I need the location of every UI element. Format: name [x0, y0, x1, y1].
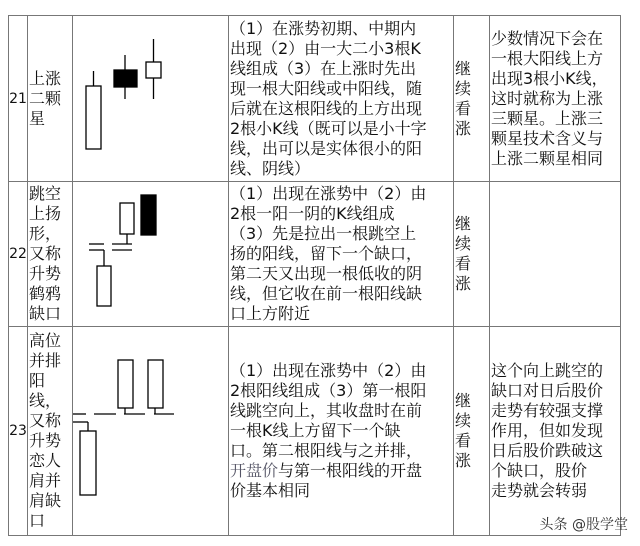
candlestick-diagram	[73, 16, 228, 181]
text-line: 阳	[29, 371, 46, 390]
candlestick-diagram	[73, 182, 228, 326]
table-row	[9, 327, 621, 536]
text-line: 继	[455, 214, 472, 233]
text-line: 又称	[29, 411, 62, 430]
text-fragment: 与第一根阳线的开盘	[278, 461, 423, 480]
text-line: 线跳空向上，其收盘时在前	[230, 401, 423, 420]
text-line: 肩缺	[29, 491, 62, 510]
text-line: 口上方附近	[230, 304, 311, 323]
table-row	[9, 16, 621, 182]
text-line: 并排	[29, 351, 62, 370]
text-line: （3）先是拉出一根跳空上	[230, 224, 417, 243]
pattern-effect	[454, 327, 490, 536]
candlestick-pattern-table	[8, 15, 621, 536]
pattern-effect	[454, 182, 490, 327]
text-line: 续	[455, 234, 472, 253]
text-line: 2根一阳一阴的K线组成	[230, 204, 395, 223]
text-line: 高位	[29, 331, 62, 350]
text-line: 涨	[455, 451, 472, 470]
table-row	[9, 182, 621, 327]
text-line: 缺口对日后股价	[491, 381, 604, 400]
candlestick-diagram	[73, 327, 228, 535]
text-line: 出现（2）由一大二小3根K	[230, 38, 421, 58]
text-line: 线，但它收在前一根阳线缺	[230, 284, 423, 303]
text-line: 出现3根小K线，	[491, 68, 608, 88]
pattern-note	[490, 327, 621, 536]
text-line: 继	[455, 58, 472, 78]
text-line: 又称	[29, 244, 62, 263]
text-line: 形，	[29, 224, 62, 243]
text-line: 看	[455, 98, 472, 118]
pattern-description	[229, 16, 454, 182]
text-line: 这时就称为上涨	[491, 88, 604, 108]
text-line: 恋人	[29, 451, 62, 470]
text-line: 扬的阳线，留下一个缺口，	[230, 244, 423, 263]
text-line: 走势有较强支撑	[491, 401, 604, 420]
text-line: 升势	[29, 264, 62, 283]
text-line: 作用，但如发现	[491, 421, 604, 440]
pattern-note	[490, 182, 621, 327]
text-line: （1）出现在涨势中（2）由	[230, 184, 427, 203]
pattern-description	[229, 182, 454, 327]
pattern-name	[28, 182, 73, 327]
text-line: 看	[455, 254, 472, 273]
text-line: 这个向上跳空的	[491, 361, 604, 380]
text-line: 上涨二颗星相同	[491, 148, 604, 168]
text-line: （1）在涨势初期、中期内	[230, 18, 417, 38]
opening-price-link[interactable]: 开盘价	[230, 461, 279, 480]
pattern-figure	[73, 182, 229, 327]
text-line: 跳空	[29, 184, 62, 203]
text-line: 现一根大阳线或中阳线，随	[230, 78, 423, 98]
text-line: 颗星技术含义与	[491, 128, 604, 148]
pattern-figure	[73, 327, 229, 536]
text-line: 星	[29, 108, 46, 128]
text-line: 线、阴线）	[230, 158, 311, 178]
row-number: 23	[9, 327, 28, 536]
text-line: 走势就会转弱	[491, 481, 588, 500]
watermark: 头条 @股学堂	[539, 517, 628, 533]
text-line: 一根大阳线上方	[491, 48, 604, 68]
text-line: 肩并	[29, 471, 62, 490]
text-line: 一根K线上方留下一个缺	[230, 421, 401, 440]
text-line: 鹤鸦	[29, 284, 62, 303]
text-line: 2根阳线组成（3）第一根阳	[230, 381, 427, 400]
text-line: 涨	[455, 274, 472, 293]
text-line: 线，出可以是实体很小的阳	[230, 138, 423, 158]
text-line: 线，	[29, 391, 62, 410]
text-line: 上扬	[29, 204, 62, 223]
text-line: 二颗	[29, 88, 62, 108]
text-line: 2根小K线（既可以是小十字	[230, 118, 427, 138]
text-line: 口	[29, 511, 46, 530]
text-line: （1）出现在涨势中（2）由	[230, 361, 427, 380]
text-line: 继	[455, 391, 472, 410]
text-line: 日后股价跌破这	[491, 441, 604, 460]
text-line: 看	[455, 431, 472, 450]
text-line: 涨	[455, 118, 472, 138]
pattern-description	[229, 327, 454, 536]
text-line: 口。第二根阳线与之并排，	[230, 441, 423, 460]
text-line: 价基本相同	[230, 481, 311, 500]
text-line: 续	[455, 78, 472, 98]
text-line: 续	[455, 411, 472, 430]
text-line	[230, 461, 452, 481]
text-line: 升势	[29, 431, 62, 450]
text-line: 少数情况下会在	[491, 28, 604, 48]
pattern-name	[28, 16, 73, 182]
pattern-note	[490, 16, 621, 182]
text-line: 第二天又出现一根低收的阴	[230, 264, 423, 283]
pattern-effect	[454, 16, 490, 182]
pattern-figure	[73, 16, 229, 182]
text-line: 线组成（3）在上涨时先出	[230, 58, 417, 78]
row-number: 21	[9, 16, 28, 182]
row-number: 22	[9, 182, 28, 327]
text-line: 缺口	[29, 304, 62, 323]
text-line: 个缺口，股价	[491, 461, 588, 480]
text-line: 三颗星。上涨三	[491, 108, 604, 128]
pattern-name	[28, 327, 73, 536]
text-line: 后就在这根阳线的上方出现	[230, 98, 423, 118]
text-line: 上涨	[29, 68, 62, 88]
